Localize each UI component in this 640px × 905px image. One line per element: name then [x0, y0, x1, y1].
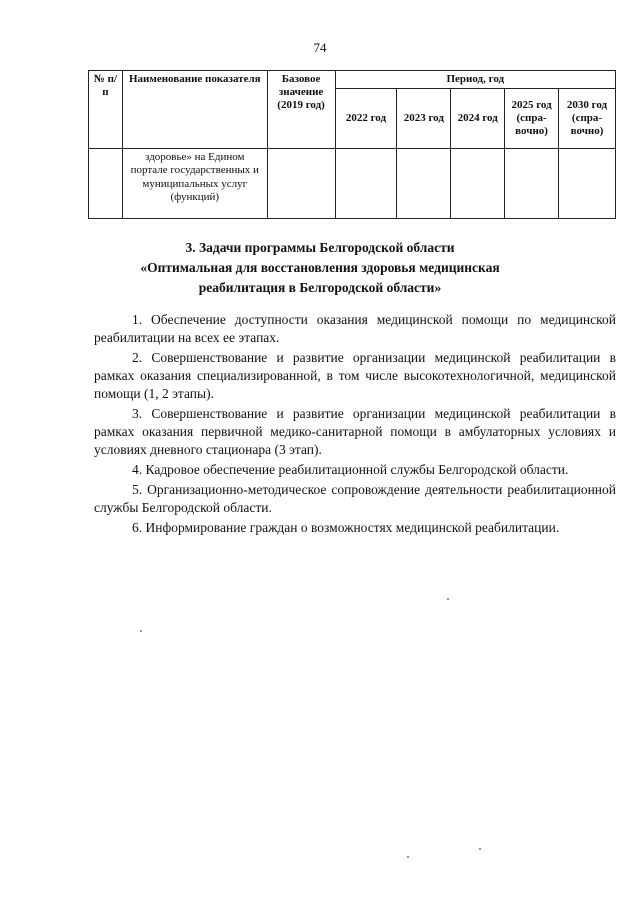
header-year: 2022 год [335, 89, 397, 149]
scan-speck [479, 848, 481, 850]
cell-value [505, 149, 559, 219]
scan-speck [140, 630, 142, 632]
section-title-line: 3. Задачи программы Белгородской области [185, 240, 455, 255]
task-item: 6. Информирование граждан о возможностях медицинской реабилитации. [132, 520, 560, 535]
scan-speck [447, 598, 449, 600]
header-num: № п/п [89, 71, 123, 149]
indicators-table [88, 70, 616, 219]
cell-value [335, 149, 397, 219]
task-item: 3. Совершенствование и развитие организации медицинской реабилитации в рамках оказания первичной медико-санитарной помощи в амбулаторных условиях и условиях дневного стационара (3 этап). [94, 406, 616, 457]
task-item: 4. Кадровое обеспечение реабилитационной службы Белгородской области. [132, 462, 569, 477]
section-heading [60, 238, 580, 298]
header-year: 2025 год (спра-вочно) [505, 89, 559, 149]
cell-value [559, 149, 616, 219]
section-title-line: «Оптимальная для восстановления здоровья медицинская [140, 260, 500, 275]
task-list [94, 311, 616, 539]
cell-value [397, 149, 451, 219]
scan-speck [407, 856, 409, 858]
header-year: 2030 год (спра-вочно) [559, 89, 616, 149]
header-name: Наименование показателя [122, 71, 267, 149]
section-title-line: реабилитация в Белгородской области» [198, 280, 442, 295]
page-number: 74 [313, 40, 327, 55]
task-item: 2. Совершенствование и развитие организации медицинской реабилитации в рамках оказания специализированной, в том числе высокотехнологичной, медицинской помощи (1, 2 этапы). [94, 350, 616, 401]
cell-value [451, 149, 505, 219]
table-row [89, 149, 616, 219]
task-item: 5. Организационно-методическое сопровождение деятельности реабилитационной службы Белгородской области. [94, 482, 616, 515]
cell-num [89, 149, 123, 219]
cell-base [267, 149, 335, 219]
cell-name: здоровье» на Едином портале государственных и муниципальных услуг (функций) [122, 149, 267, 219]
task-item: 1. Обеспечение доступности оказания медицинской помощи по медицинской реабилитации на всех ее этапах. [94, 312, 616, 345]
header-year: 2023 год [397, 89, 451, 149]
header-period: Период, год [335, 71, 615, 89]
header-base: Базовое значение (2019 год) [267, 71, 335, 149]
header-year: 2024 год [451, 89, 505, 149]
